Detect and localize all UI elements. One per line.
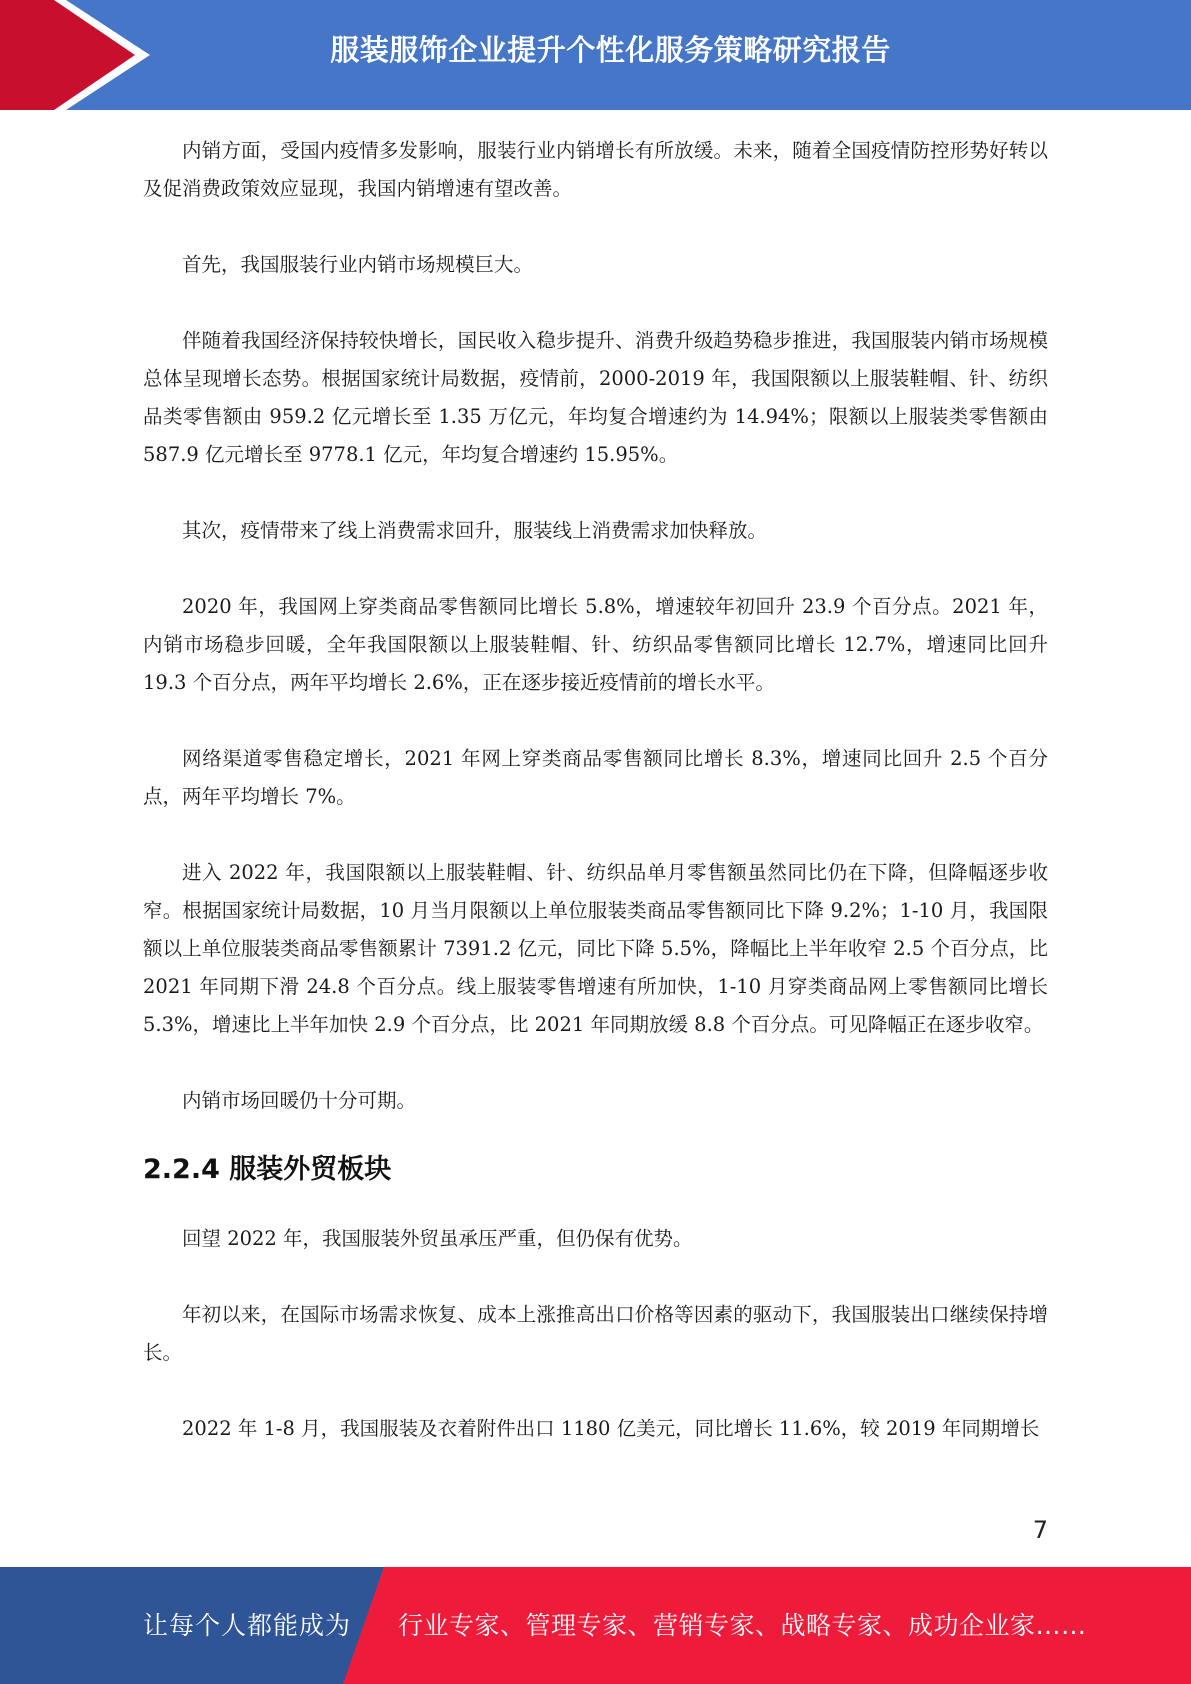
footer-slogan-left: 让每个人都能成为 (143, 1611, 352, 1640)
paragraph: 2020 年，我国网上穿类商品零售额同比增长 5.8%，增速较年初回升 23.9 个百分点。2021 年，内销市场稳步回暖，全年我国限额以上服装鞋帽、针、纺织品零售额同比增长 12.7%，增速同比回升 19.3 个百分点，两年平均增长 2.6%，正在逐步接近疫情前的增长水平。 (143, 595, 1048, 694)
footer-slogan-right: 行业专家、管理专家、营销专家、战略专家、成功企业家…… (398, 1611, 1087, 1640)
paragraph: 首先，我国服装行业内销市场规模巨大。 (182, 253, 534, 276)
paragraph: 回望 2022 年，我国服装外贸虽承压严重，但仍保有优势。 (182, 1227, 693, 1250)
paragraph: 进入 2022 年，我国限额以上服装鞋帽、针、纺织品单月零售额虽然同比仍在下降，但降幅逐步收窄。根据国家统计局数据，10 月当月限额以上单位服装类商品零售额同比下降 9.2%；1-10 月，我国限额以上单位服装类商品零售额累计 7391.2 亿元，同比下降 5.5%，降幅比上半年收窄 2.5 个百分点，比 2021 年同期下滑 24.8 个百分点。线上服装零售增速有所加快，1-10 月穿类商品网上零售额同比增长 5.3%，增速比上半年加快 2.9 个百分点，比 2021 年同期放缓 8.8 个百分点。可见降幅正在逐步收窄。 (143, 861, 1048, 1036)
paragraph: 内销方面，受国内疫情多发影响，服装行业内销增长有所放缓。未来，随着全国疫情防控形势好转以及促消费政策效应显现，我国内销增速有望改善。 (143, 139, 1048, 200)
paragraph: 年初以来，在国际市场需求恢复、成本上涨推高出口价格等因素的驱动下，我国服装出口继续保持增长。 (143, 1303, 1048, 1364)
header-banner (0, 0, 1191, 110)
paragraph: 内销市场回暖仍十分可期。 (182, 1089, 417, 1112)
section-heading: 2.2.4 服装外贸板块 (143, 1154, 392, 1185)
document-body (143, 132, 1048, 1448)
paragraph: 伴随着我国经济保持较快增长，国民收入稳步提升、消费升级趋势稳步推进，我国服装内销市场规模总体呈现增长态势。根据国家统计局数据，疫情前，2000-2019 年，我国限额以上服装鞋帽、针、纺织品类零售额由 959.2 亿元增长至 1.35 万亿元，年均复合增速约为 14.94%；限额以上服装类零售额由 587.9 亿元增长至 9778.1 亿元，年均复合增速约 15.95%。 (143, 329, 1048, 466)
report-title: 服装服饰企业提升个性化服务策略研究报告 (330, 33, 891, 67)
footer-banner (0, 1567, 1191, 1684)
paragraph: 2022 年 1-8 月，我国服装及衣着附件出口 1180 亿美元，同比增长 11.6%，较 2019 年同期增长 (182, 1417, 1040, 1440)
paragraph: 其次，疫情带来了线上消费需求回升，服装线上消费需求加快释放。 (182, 519, 768, 542)
page-number: 7 (1032, 1516, 1048, 1544)
paragraph: 网络渠道零售稳定增长，2021 年网上穿类商品零售额同比增长 8.3%，增速同比回升 2.5 个百分点，两年平均增长 7%。 (143, 747, 1048, 808)
